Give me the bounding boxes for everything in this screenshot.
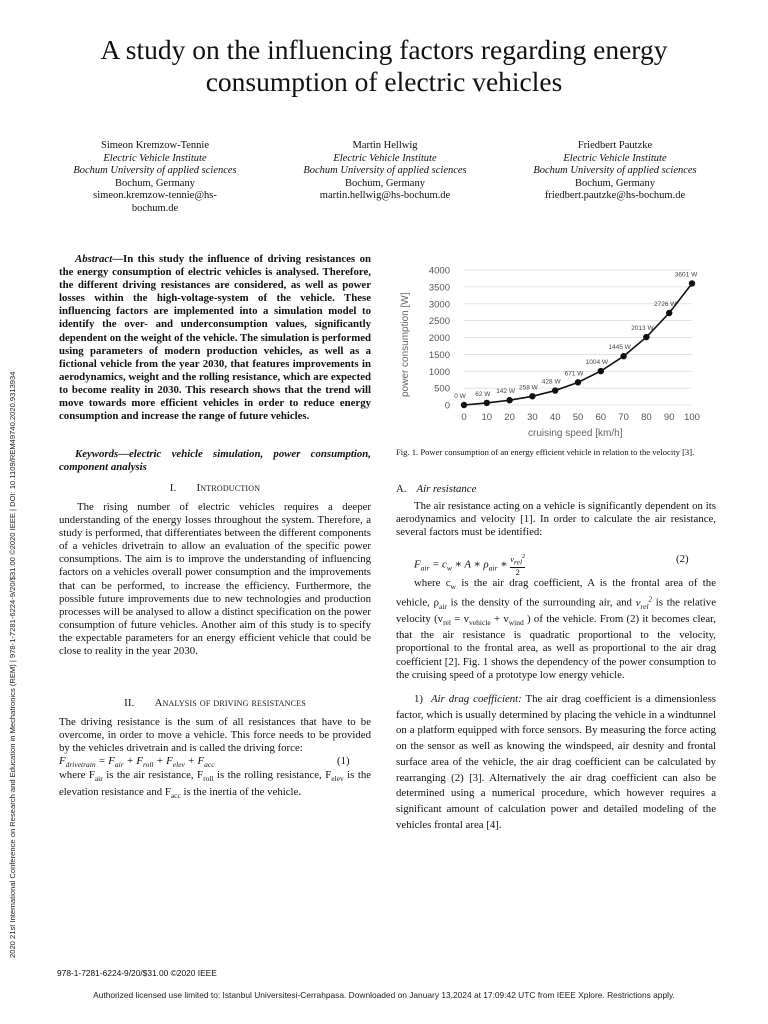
chart-data-label: 0 W	[454, 393, 466, 400]
power-consumption-chart	[396, 258, 718, 444]
chart-data-label: 142 W	[496, 388, 515, 396]
chart-y-tick-label: 1500	[428, 349, 450, 361]
chart-x-tick-label: 90	[663, 412, 675, 423]
footer-license: Authorized licensed use limited to: Istanbul Universitesi-Cerrahpasa. Downloaded on January 13,2024 at 17:09:42 UTC from IEEE Xplore. Restrictions apply.	[93, 990, 675, 1000]
author-name: Simeon Kremzow-Tennie	[100, 140, 210, 151]
air-resistance-text: The air resistance acting on a vehicle is significantly dependent on its aerodynamics and velocity [1]. In order to calculate the air resistance, several factors must be identified:	[396, 500, 716, 539]
chart-x-tick-label: 40	[549, 412, 561, 423]
chart-data-point	[552, 387, 558, 393]
author-block-3	[515, 140, 715, 203]
chart-data-label: 671 W	[564, 370, 584, 378]
author-email[interactable]: martin.hellwig@hs-bochum.de	[319, 190, 451, 202]
keywords	[59, 448, 371, 474]
author-block-1	[60, 140, 250, 216]
chart-y-tick-label: 500	[434, 383, 450, 395]
footer-copyright: 978-1-7281-6224-9/20/$31.00 ©2020 IEEE	[57, 968, 217, 978]
chart-y-tick-label: 2000	[428, 333, 450, 344]
air-drag-paragraph	[396, 692, 716, 833]
author-block-2	[280, 140, 490, 203]
author-name: Friedbert Pautzke	[577, 140, 653, 151]
subsubsection-title: Air drag coefficient:	[431, 693, 522, 705]
chart-data-label: 2013 W	[631, 325, 654, 333]
chart-data-label: 2726 W	[653, 300, 677, 308]
chart-x-tick-label: 10	[481, 412, 493, 423]
subsection-title: Air resistance	[416, 483, 477, 495]
chart-y-tick-label: 4000	[428, 265, 450, 277]
introduction-text: The rising number of electric vehicles requires a deeper understanding of the energy losses throughout the system. Therefore, a study is performed, that differentiates between the different components of a vehicles drivetrain to allow an evaluation of the specific power consumptions. The aim is to improve the understanding of influencing factors on a vehicles overall power consumption and the improvements that can be performed, to increase the efficiency. Furthermore, the possible future improvements due to new technologies and production processes will be analysed to allow a distinct specification on the power consumption of future vehicles. Another aim of this study is to specify the expectable parameters for an energy efficient vehicle that could be close to reality in the year 2030.	[59, 501, 371, 658]
keywords-text: Keywords—electric vehicle simulation, power consumption, component analysis	[59, 448, 371, 474]
author-location: Bochum, Germany	[345, 177, 425, 189]
figure-caption: Fig. 1. Power consumption of an energy efficient vehicle in relation to the velocity [3].	[396, 447, 695, 457]
chart-data-point	[620, 353, 626, 359]
author-institute: Electric Vehicle Institute	[333, 152, 437, 164]
abstract	[59, 253, 371, 423]
chart-x-tick-label: 50	[572, 412, 584, 423]
author-email[interactable]: friedbert.pautzke@hs-bochum.de	[544, 190, 686, 202]
chart-x-ticks	[461, 412, 700, 423]
chart-data-point	[598, 368, 604, 374]
chart-data-label: 428 W	[541, 378, 561, 386]
chart-y-tick-label: 1000	[428, 366, 450, 378]
sidebar-citation: 2020 21st International Conference on Research and Education in Mechatronics (REM) | 978-1-7281-6224-9/20/$31.00 ©2020 IEEE | DOI: 10.1109/REM49740.2020.9313934	[8, 371, 17, 958]
abstract-text: In this study the influence of driving resistances on the energy consumption of electric vehicles is analysed. Therefore, the different driving resistances are considered, as well as power losses within the high-voltage-system of the vehicle. These influencing factors are implemented into a simulation model to identify the over- and underconsumption values, significantly dependent on the weight of the vehicle. The simulation is performed using parameters of modern production vehicles, as well as a fictional vehicle from the year 2030, that features improvements in aerodynamics, weight and the rolling resistance, which are expected to become reality in 2030. This research shows that the trend will move towards more efficient vehicles in order to reduce energy consumption and increase the range of future vehicles.	[59, 253, 372, 423]
author-name: Martin Hellwig	[352, 140, 418, 151]
subsection-heading-air-resistance	[396, 483, 716, 496]
air-resistance-where-paragraph	[396, 577, 716, 682]
equation-1	[59, 755, 371, 769]
author-location: Bochum, Germany	[575, 177, 655, 189]
chart-y-ticks	[429, 266, 450, 412]
equation-2	[414, 548, 716, 577]
author-university: Bochum University of applied sciences	[303, 165, 467, 177]
chart-data-label: 1004 W	[585, 359, 609, 367]
chart-data-point	[643, 334, 649, 340]
chart-data-label: 1445 W	[608, 344, 631, 352]
author-email[interactable]: simeon.kremzow-tennie@hs-bochum.de	[93, 190, 217, 214]
chart-x-tick-label: 60	[595, 412, 607, 423]
chart-y-tick-label: 3000	[428, 299, 450, 311]
author-university: Bochum University of applied sciences	[73, 165, 237, 177]
author-location: Bochum, Germany	[115, 177, 195, 189]
equation-1-formula: $F_{drivetrain} = F_{air} + F_{roll} + F_{elev} + F_{acc}$	[59, 755, 215, 770]
section-heading-driving-resistances	[59, 697, 371, 710]
air-resistance-where-text: where $c_w$ is the air drag coefficient, A is the frontal area of the vehicle, $\rho_{air}$ is the density of the surrounding air, and $v_{rel}^2$ is the relative velocity ($v_{rel} = v_{vehicle} + v_{wind}$ ) of the vehicle. From (2) it becomes clear, that the air resistance is quadratic proportional to the velocity, proportional to the frontal area, as well as proportional to the air drag coefficient [2]. Fig. 1 shows the dependency of the power consumption to the cruising speed of a prototype low energy vehicle.	[396, 577, 716, 681]
chart-data-label: 258 W	[519, 384, 538, 392]
author-institute: Electric Vehicle Institute	[563, 152, 667, 164]
section-title: Introduction	[196, 482, 261, 494]
introduction-paragraph	[59, 501, 371, 658]
driving-resistance-paragraph	[59, 716, 371, 802]
paper-title: A study on the influencing factors regarding energy consumption of electric vehicles	[100, 34, 668, 97]
section-title: Analysis of driving resistances	[154, 697, 306, 709]
air-drag-body: The air drag coefficient is a dimensionless factor, which is usually determined by placing the vehicle in a windtunnel on a platform equipped with force sensors. By measuring the force acting on the sensor as well as knowing the windspeed, air desnity and frontal surface area of the vehicle, the air drag coefficient can be calculated by rearranging (2) [3]. Alternatively the air drag coefficient can also be determined using a numerical procedure, which however requires a significant amount of calculation power and detailed modeling of the vehicles frontal area [4].	[396, 693, 716, 831]
subsubsection-label: 1)	[414, 693, 423, 705]
section-heading-introduction	[59, 482, 371, 495]
chart-data-label: 62 W	[475, 390, 491, 398]
equation-2-formula: $F_{air} = c_w$ ∗ A ∗ $\rho_{air}$ ∗ $v_{rel}^2$ 2	[414, 553, 526, 577]
chart-x-axis-title: cruising speed [km/h]	[528, 428, 623, 439]
chart-data-point	[461, 402, 467, 408]
chart-x-tick-label: 80	[641, 412, 652, 423]
chart-data-label: 3601 W	[674, 271, 698, 279]
author-university: Bochum University of applied sciences	[533, 165, 697, 177]
author-institute: Electric Vehicle Institute	[103, 152, 207, 164]
driving-resistance-where: where $F_{air}$ is the air resistance, $F_{roll}$ is the rolling resistance, $F_{elev}$ is the elevation resistance and $F_{acc}$ is the inertia of the vehicle.	[59, 769, 372, 800]
abstract-dash: —	[112, 253, 123, 265]
section-numeral: I.	[169, 482, 177, 494]
chart-x-tick-label: 0	[461, 412, 467, 423]
chart-data-point	[666, 310, 672, 316]
chart-y-tick-label: 0	[444, 400, 450, 412]
chart-x-tick-label: 70	[618, 412, 629, 423]
chart-data-point	[689, 280, 695, 286]
subsection-label: A.	[396, 483, 407, 495]
chart-y-tick-label: 3500	[428, 282, 450, 294]
chart-y-tick-label: 2500	[428, 316, 450, 328]
equation-1-number: (1)	[337, 755, 350, 768]
chart-data-point	[575, 379, 581, 385]
chart-y-axis-title: power consumption [W]	[400, 292, 411, 397]
chart-x-tick-label: 100	[684, 412, 700, 423]
driving-resistance-text: The driving resistance is the sum of all resistances that have to be overcome, in order to move a vehicle. This force needs to be provided by the vehicles drivetrain and is called the driving force:	[59, 716, 371, 755]
chart-data-point	[506, 397, 512, 403]
air-resistance-paragraph	[396, 500, 716, 539]
equation-2-number: (2)	[676, 553, 689, 565]
chart-x-tick-label: 30	[527, 412, 538, 423]
abstract-label: Abstract	[75, 253, 113, 265]
section-numeral: II.	[124, 697, 135, 709]
chart-data-point	[529, 393, 535, 399]
chart-data-point	[484, 400, 490, 406]
air-drag-text	[396, 692, 716, 833]
chart-x-tick-label: 20	[504, 412, 515, 423]
